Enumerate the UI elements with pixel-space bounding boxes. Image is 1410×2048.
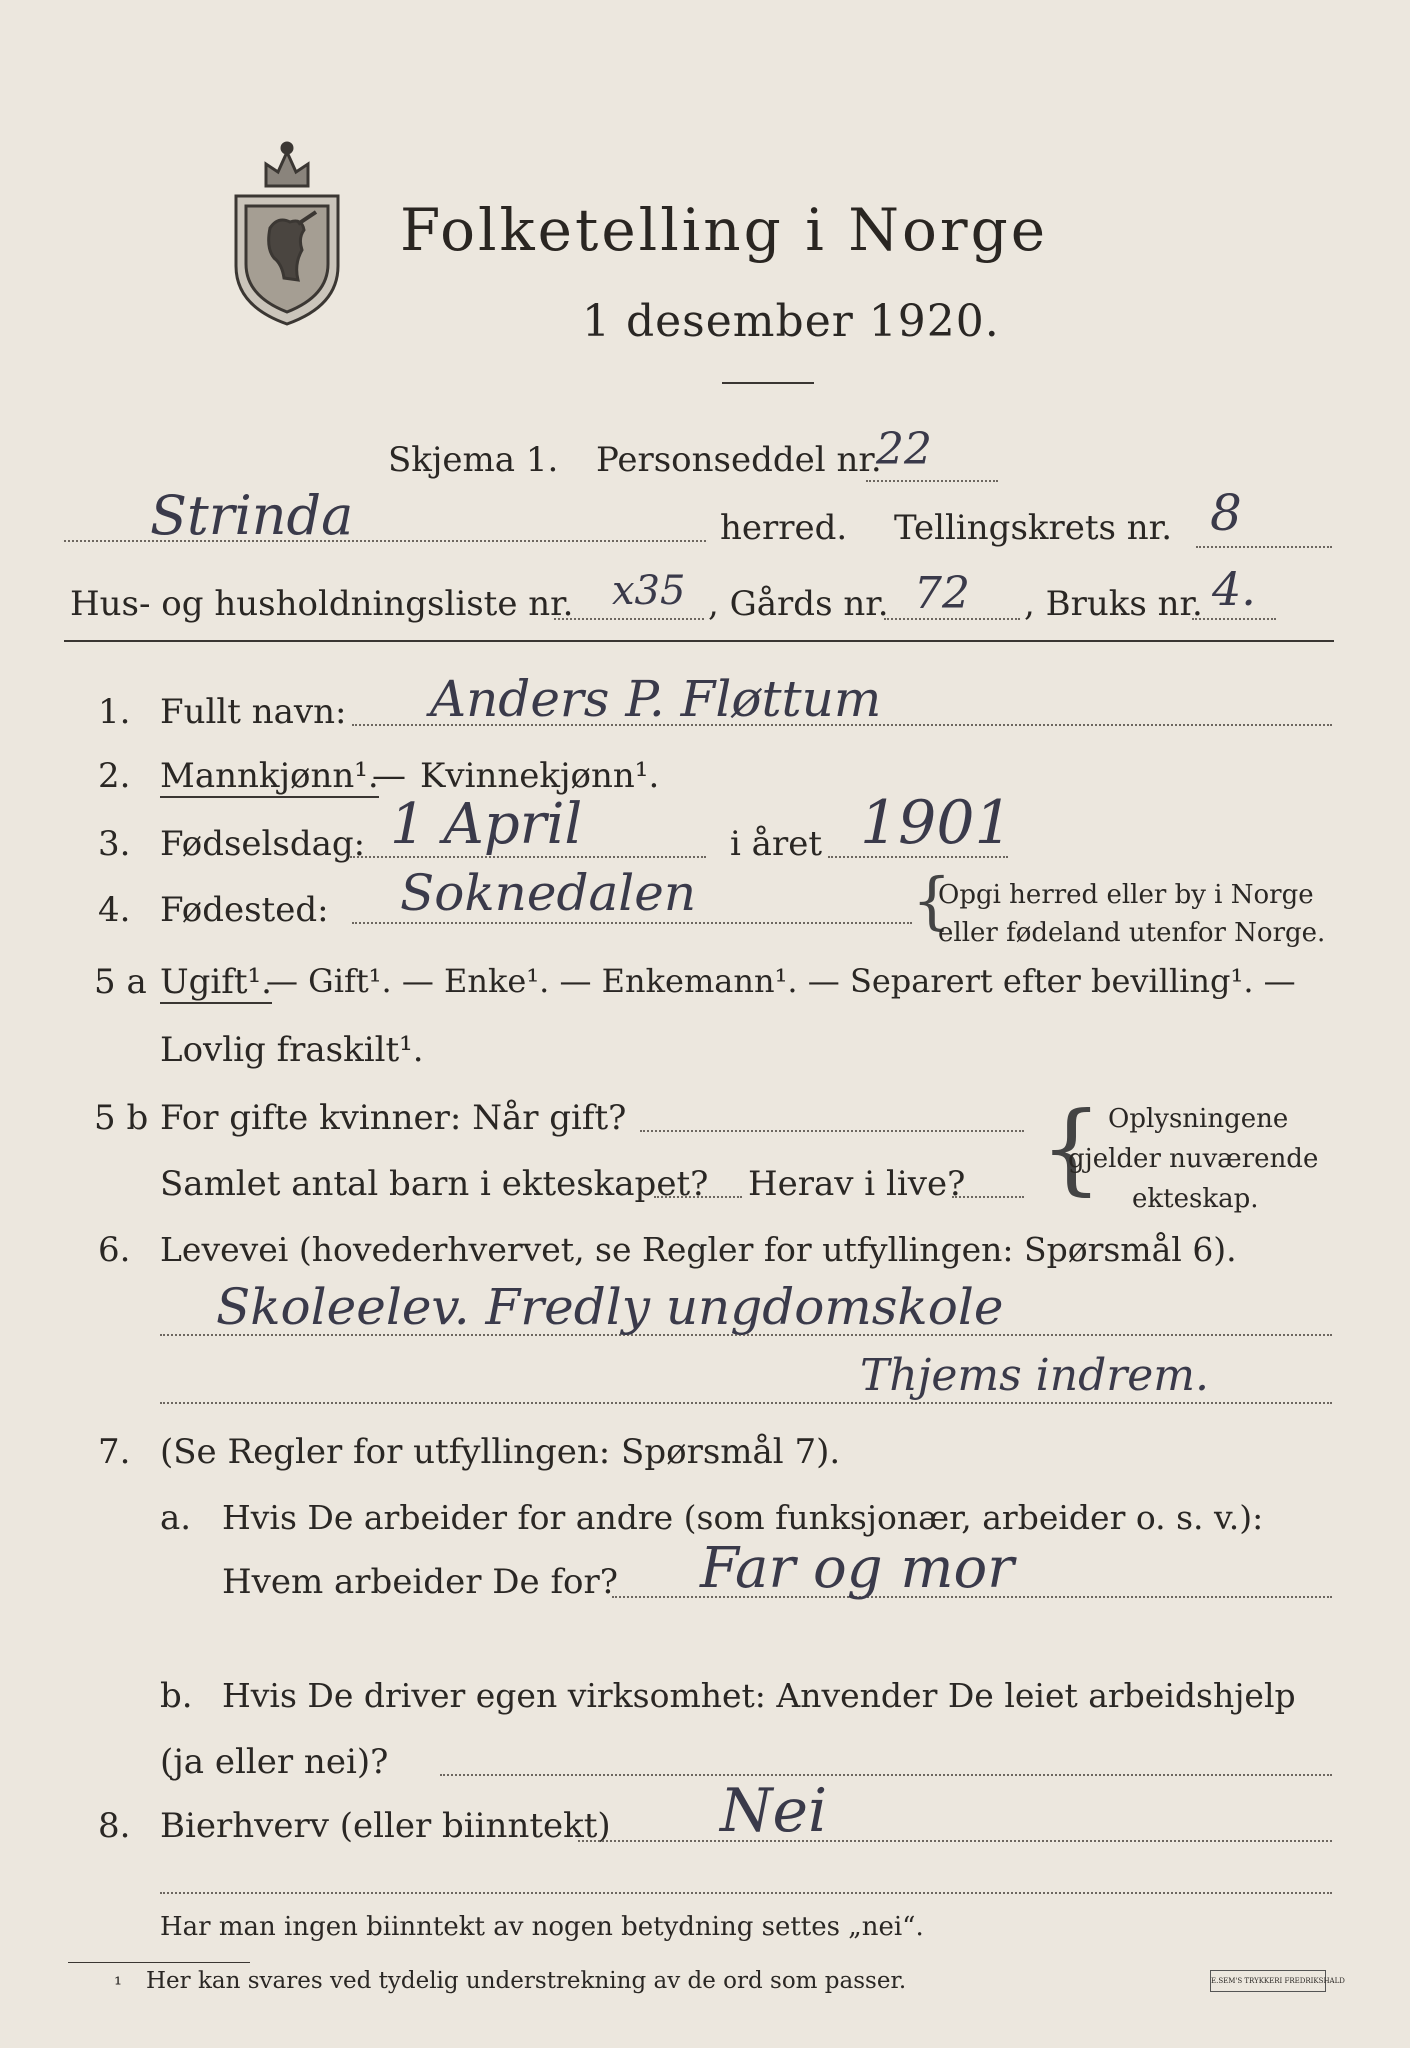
gards-label: , Gårds nr. (708, 584, 889, 624)
q8-label: Bierhverv (eller biinntekt) (160, 1806, 611, 1846)
q7b-label2: (ja eller nei)? (160, 1742, 389, 1782)
q7b-number: b. (160, 1676, 193, 1716)
q5a-options: — Gift¹. — Enke¹. — Enkemann¹. — Separert efter bevilling¹. — (266, 962, 1296, 1000)
printer-stamp: E.SEM'S TRYKKERI FREDRIKSHALD (1210, 1970, 1326, 1992)
q6-line2 (160, 1402, 1332, 1404)
hus-label: Hus- og husholdningsliste nr. (70, 584, 574, 624)
q5b-note-line3: ekteskap. (1132, 1184, 1259, 1214)
title-divider (722, 382, 814, 384)
q4-label: Fødested: (160, 890, 329, 930)
q5b-line2 (654, 1196, 742, 1198)
schema-label: Skjema 1. (388, 440, 559, 480)
herred-label: herred. (720, 508, 848, 548)
coat-of-arms-icon (228, 138, 346, 328)
q2-separator: — (372, 756, 406, 796)
q6-value1: Skoleelev. Fredly ungdomskole (216, 1278, 1004, 1336)
q5b-line3 (952, 1196, 1024, 1198)
q8-line (578, 1840, 1332, 1842)
hus-value: x35 (612, 568, 686, 614)
personseddel-value: 22 (876, 424, 932, 475)
q3-year-label: i året (730, 824, 822, 864)
q8-value: Nei (720, 1776, 828, 1846)
q4-note-brace: { (912, 864, 952, 937)
footnote-divider (68, 1962, 250, 1963)
bruks-label: , Bruks nr. (1024, 584, 1203, 624)
q5a-line2: Lovlig fraskilt¹. (160, 1030, 424, 1070)
q7b-label1: Hvis De driver egen virksomhet: Anvender De leiet arbeidshjelp (222, 1676, 1296, 1715)
q6-value2: Thjems indrem. (860, 1350, 1210, 1401)
tellingskrets-value: 8 (1210, 484, 1242, 542)
bruks-line (1192, 618, 1276, 620)
q1-label: Fullt navn: (160, 692, 347, 732)
q4-note-line1: Opgi herred eller by i Norge (938, 880, 1314, 910)
q7a-label2: Hvem arbeider De for? (222, 1562, 618, 1602)
q2-male: Mannkjønn¹. (160, 756, 379, 796)
footer-note: Har man ingen biinntekt av nogen betydning settes „nei“. (160, 1912, 924, 1942)
q1-number: 1. (98, 692, 131, 732)
q5b-label2: Samlet antal barn i ekteskapet? (160, 1164, 709, 1204)
bruks-value: 4. (1212, 562, 1256, 616)
page-title: Folketelling i Norge (400, 196, 1049, 264)
q4-number: 4. (98, 890, 131, 930)
tellingskrets-line (1196, 546, 1332, 548)
q6-number: 6. (98, 1230, 131, 1270)
q5b-line1 (640, 1130, 1024, 1132)
q5b-note-line1: Oplysningene (1108, 1104, 1289, 1134)
footnote-mark: ¹ (114, 1972, 123, 1996)
q1-value: Anders P. Fløttum (430, 670, 882, 728)
q5b-note-line2: gjelder nuværende (1068, 1144, 1319, 1174)
q6-label: Levevei (hovederhvervet, se Regler for utfyllingen: Spørsmål 6). (160, 1230, 1237, 1269)
footnote-text: Her kan svares ved tydelig understrekning av de ord som passer. (146, 1968, 907, 1994)
q3-number: 3. (98, 824, 131, 864)
q4-value: Soknedalen (400, 864, 697, 922)
q7b-line (440, 1774, 1332, 1776)
q3-value: 1 April (390, 792, 583, 857)
tellingskrets-label: Tellingskrets nr. (894, 508, 1173, 548)
q4-line (352, 922, 912, 924)
q5a-number: 5 a (94, 962, 147, 1002)
q5b-number: 5 b (94, 1098, 149, 1138)
q7a-label1: Hvis De arbeider for andre (som funksjonær, arbeider o. s. v.): (222, 1498, 1264, 1537)
q3-label: Fødselsdag: (160, 824, 366, 864)
q5b-label1: For gifte kvinner: Når gift? (160, 1098, 627, 1138)
personseddel-label: Personseddel nr. (596, 440, 882, 480)
q3-year-value: 1901 (860, 788, 1013, 858)
q4-note-line2: eller fødeland utenfor Norge. (938, 918, 1326, 948)
q5b-label3: Herav i live? (748, 1164, 966, 1204)
q2-female: Kvinnekjønn¹. (420, 756, 660, 796)
q7a-number: a. (160, 1498, 192, 1538)
q8-number: 8. (98, 1806, 131, 1846)
personseddel-line (866, 480, 998, 482)
q5b-note-brace: { (1040, 1092, 1103, 1206)
q7-number: 7. (98, 1432, 131, 1472)
q5a-ugift: Ugift¹. (160, 962, 272, 1002)
census-date: 1 desember 1920. (582, 296, 1000, 347)
q7a-value: Far og mor (700, 1536, 1014, 1601)
header-divider (64, 640, 1334, 642)
gards-value: 72 (914, 568, 970, 619)
q7-label: (Se Regler for utfyllingen: Spørsmål 7). (160, 1432, 841, 1472)
hus-line (554, 618, 704, 620)
herred-value: Strinda (150, 484, 354, 547)
q2-number: 2. (98, 756, 131, 796)
q8-line2 (160, 1892, 1332, 1894)
